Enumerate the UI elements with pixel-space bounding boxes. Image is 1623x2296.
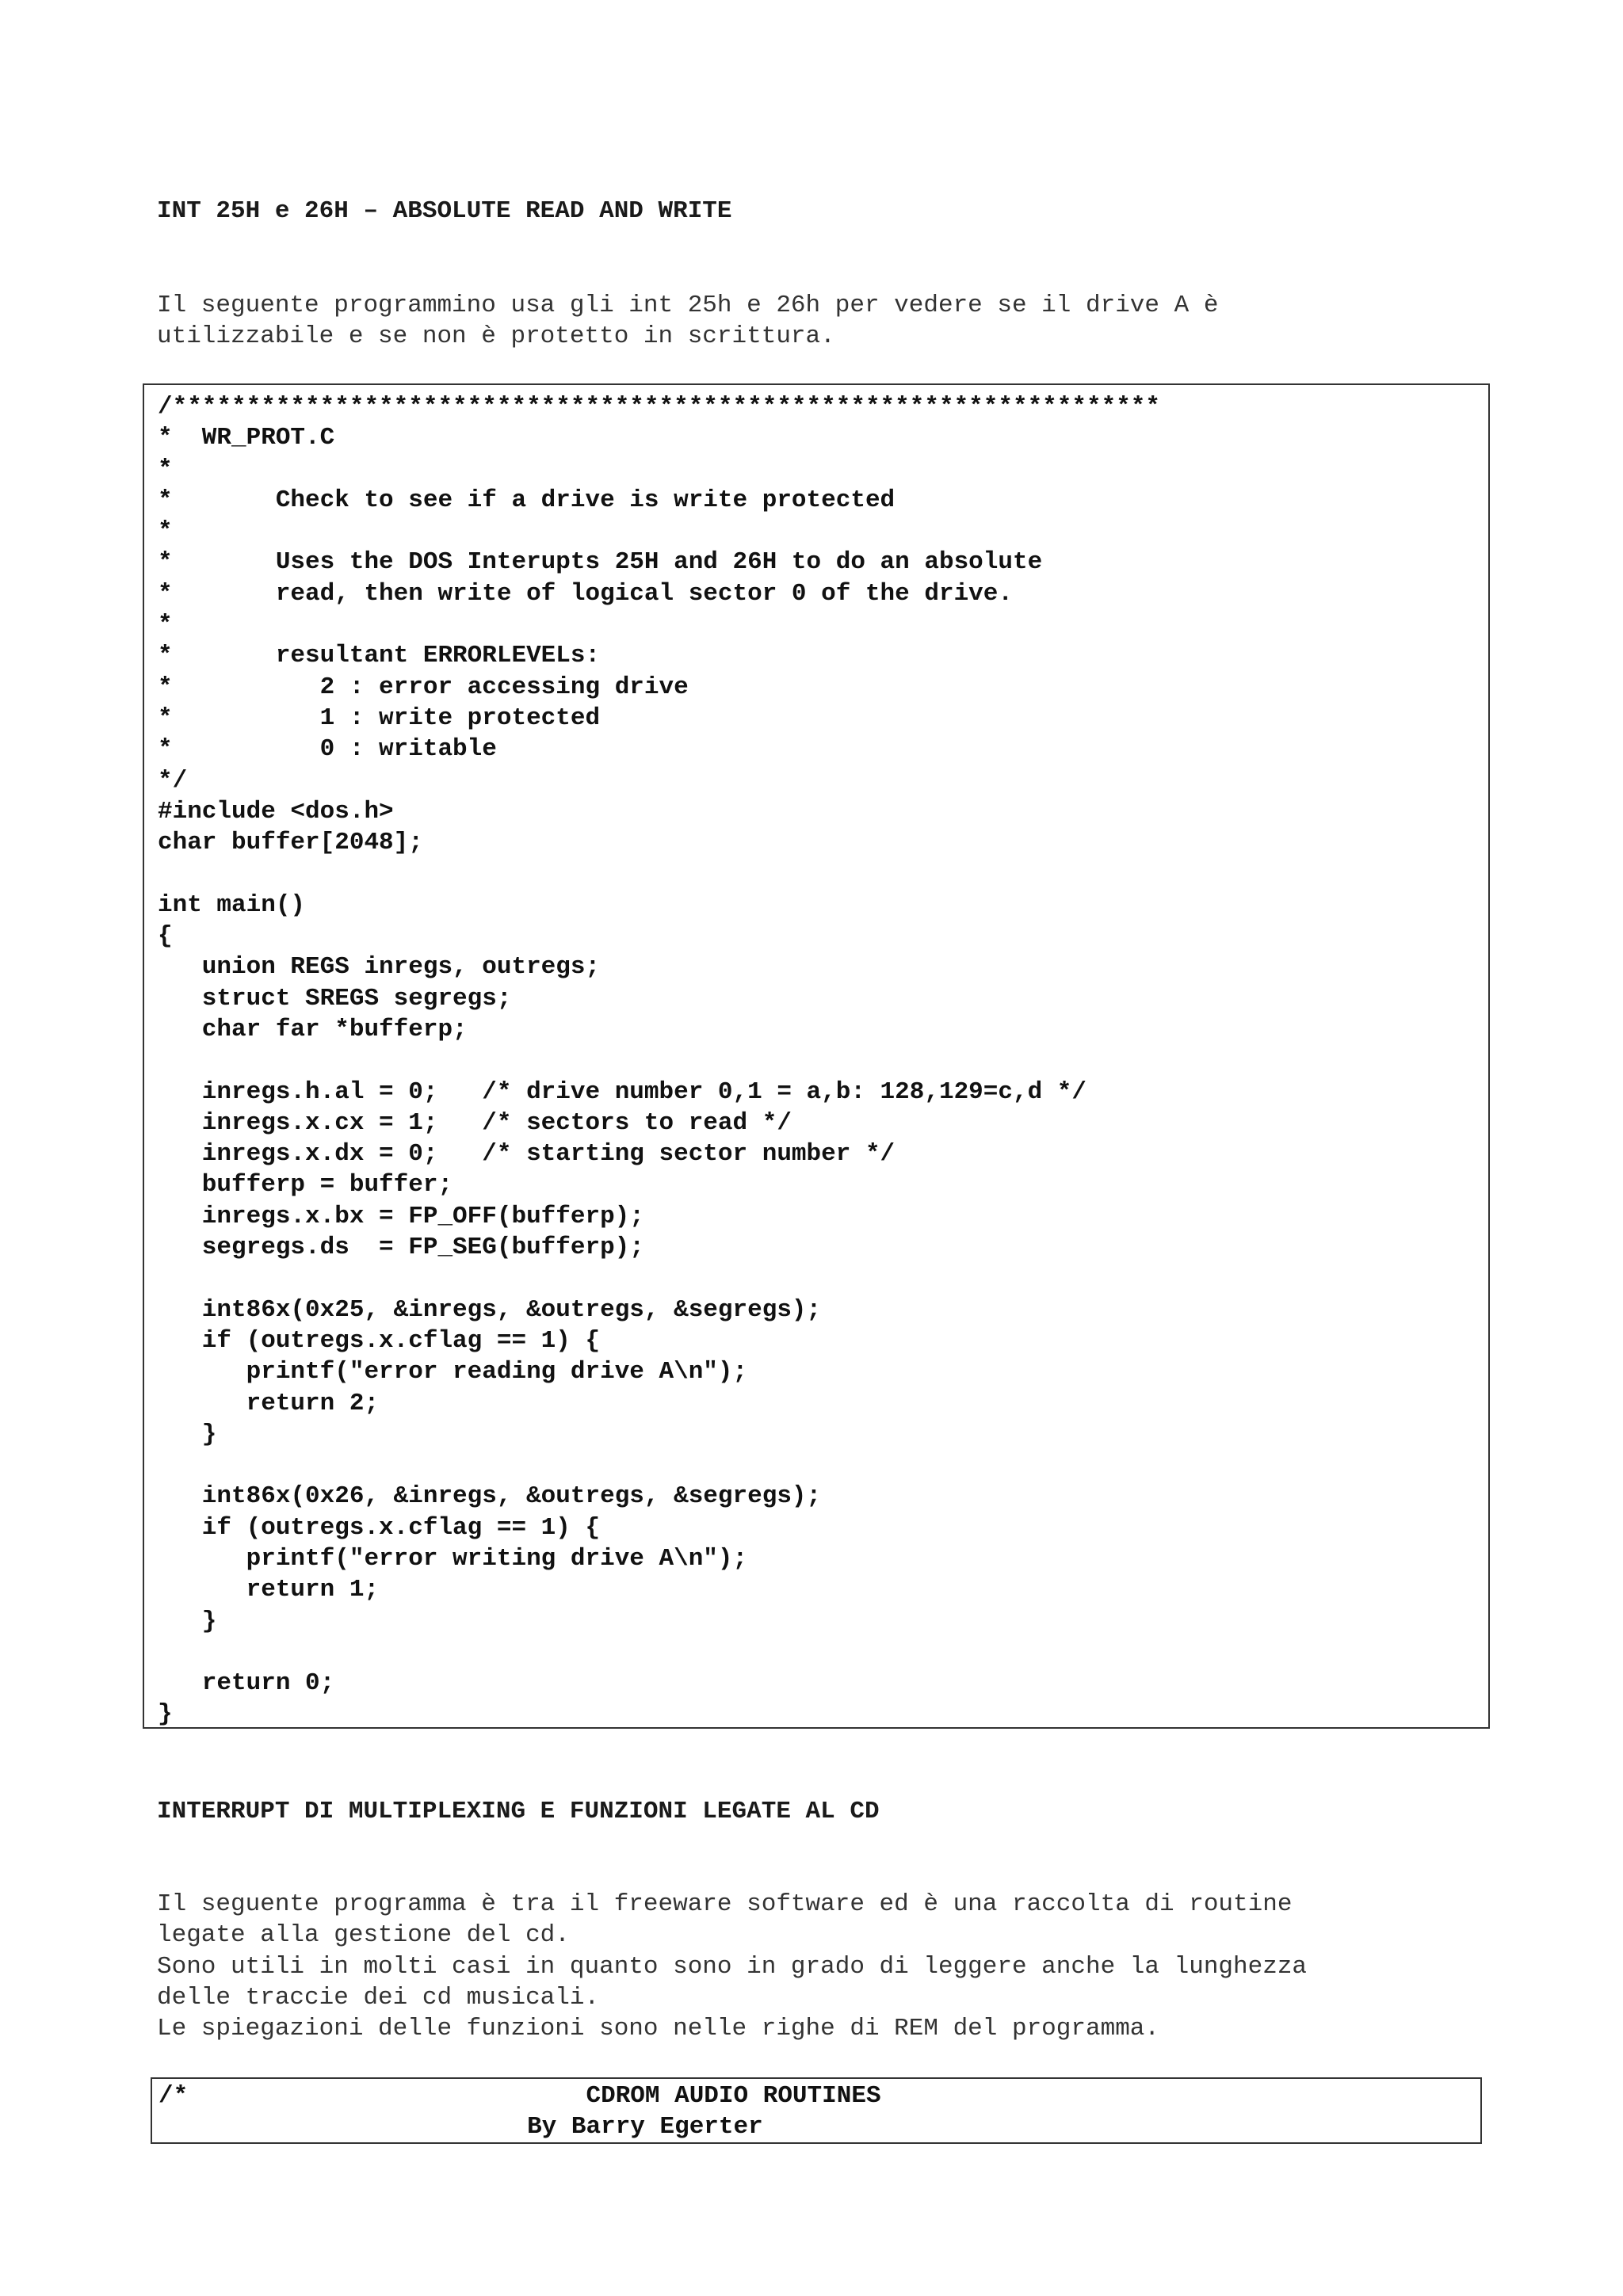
paragraph-line: Le spiegazioni delle funzioni sono nelle righe di REM del programma. [157,2015,1160,2043]
code-line: By Barry Egerter [158,2113,763,2142]
paragraph-line: utilizzabile e se non è protetto in scrittura. [157,322,835,351]
intro-paragraph-cdrom [157,1889,1307,2044]
code-listing-cdrom-audio [151,2077,1482,2144]
paragraph-line: Il seguente programmino usa gli int 25h e 26h per vedere se il drive A è [157,292,1219,319]
section-heading-multiplexing-cd: INTERRUPT DI MULTIPLEXING E FUNZIONI LEGATE AL CD [157,1798,880,1825]
code-line: /* CDROM AUDIO ROUTINES [158,2082,881,2110]
paragraph-line: Il seguente programma è tra il freeware software ed è una raccolta di routine [157,1890,1293,1918]
intro-paragraph-write-protect [157,290,1218,353]
paragraph-line: legate alla gestione del cd. [157,1921,570,1950]
code-listing-wr-prot [143,383,1490,1729]
paragraph-line: Sono utili in molti casi in quanto sono in grado di leggere anche la lunghezza [157,1952,1308,1981]
paragraph-line: delle traccie dei cd musicali. [157,1983,600,2012]
code-text-wr-prot: /******************************************************************* * WR_PROT.C * * Check to see if a drive is write protected * * Uses the DOS Interupts 25H and 26H to do an absolute * read, then write of logical sector 0 of the drive. * * resultant ERRORLEVELs: * 2 : error accessing drive * 1 : write protected * 0 : writable */ #include <dos.h> char buffer[2048]; int main() { union REGS inregs, outregs; struct SREGS segregs; char far *bufferp; inregs.h.al = 0; /* drive number 0,1 = a,b: 128,129=c,d */ inregs.x.cx = 1; /* sectors to read */ inregs.x.dx = 0; /* starting sector number */ bufferp = buffer; inregs.x.bx = FP_OFF(bufferp); segregs.ds = FP_SEG(bufferp); int86x(0x25, &inregs, &outregs, &segregs); if (outregs.x.cflag == 1) { printf("error reading drive A\n"); return 2; } int86x(0x26, &inregs, &outregs, &segregs); if (outregs.x.cflag == 1) { printf("error writing drive A\n"); return 1; } return 0; } [158,393,1161,1729]
section-heading-absolute-read-write: INT 25H e 26H – ABSOLUTE READ AND WRITE [157,197,732,225]
